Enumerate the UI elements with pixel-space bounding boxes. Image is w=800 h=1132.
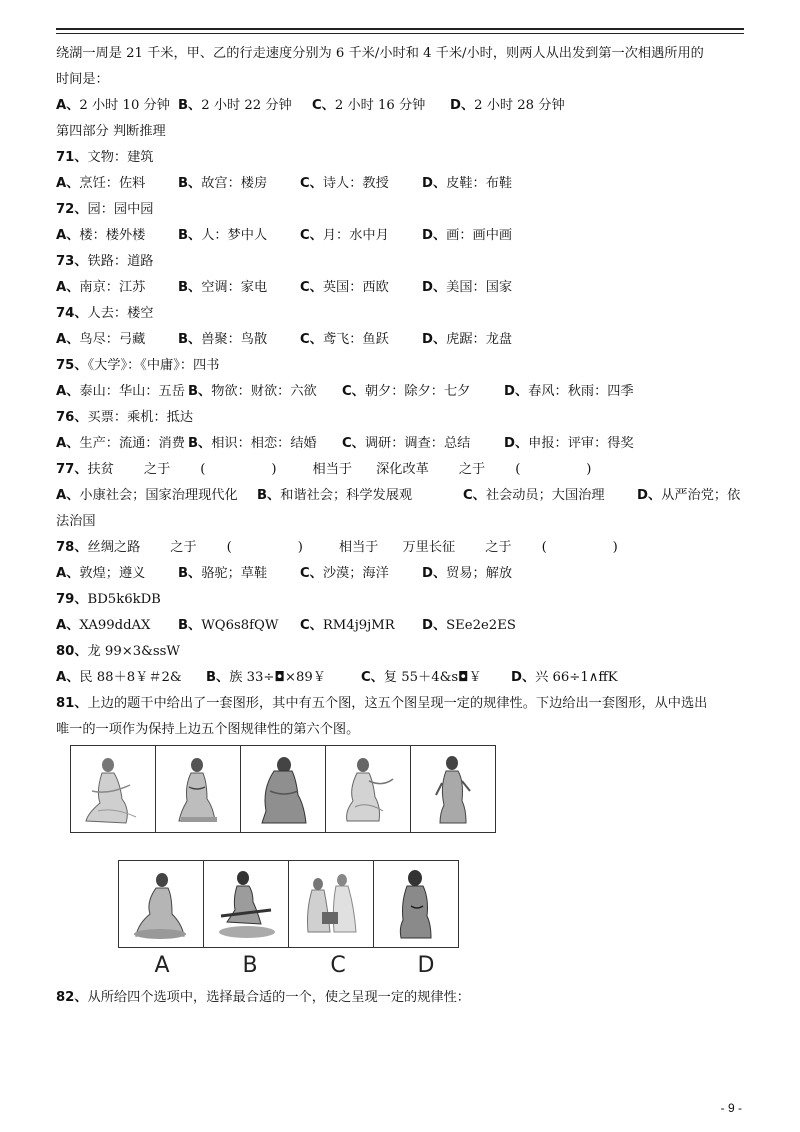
option-letter: C、	[300, 228, 323, 243]
option-text: 春风：秋雨：四季	[528, 384, 634, 399]
option-letter: B、	[178, 566, 202, 581]
question-76	[56, 405, 746, 457]
stem-text: 相当于	[312, 462, 353, 477]
option-text: 诗人：教授	[322, 176, 389, 191]
text-line	[56, 249, 746, 275]
stem-text: 相当于	[338, 540, 379, 555]
option-letter: A、	[56, 488, 80, 503]
option-letter: C、	[300, 618, 323, 633]
option-text: 敦煌；遵义	[79, 566, 146, 581]
figure-option-a[interactable]	[119, 861, 204, 947]
question-number: 、	[74, 990, 88, 1005]
figure-letter-d: D	[417, 953, 435, 978]
option-text: 骆驼；草鞋	[201, 566, 268, 581]
intro-line-2: 时间是：	[56, 72, 109, 87]
option-text: 2 小时 10 分钟	[79, 98, 170, 113]
text-line	[56, 457, 746, 483]
text-line	[56, 431, 746, 457]
option-letter: B、	[178, 98, 202, 113]
question-number: 、	[74, 202, 88, 217]
question-75	[56, 353, 746, 405]
question-number: 、	[74, 410, 88, 425]
answer-option	[450, 93, 565, 119]
text-line	[56, 483, 746, 509]
figure-options-row	[118, 860, 459, 948]
answer-option	[504, 379, 634, 405]
option-letter: D、	[504, 384, 529, 399]
answer-option	[300, 275, 422, 301]
stem-text: 丝绸之路	[87, 540, 141, 555]
option-text: 申报：评审：得奖	[528, 436, 634, 451]
stem-text: 之于	[170, 540, 197, 555]
option-text: 美国：国家	[446, 280, 513, 295]
option-letter: C、	[463, 488, 486, 503]
text-line	[56, 561, 746, 587]
stem-text: 买票：乘机：抵达	[87, 410, 194, 425]
text-line	[56, 639, 746, 665]
option-text: 调研：调查：总结	[364, 436, 471, 451]
option-text: 贸易；解放	[446, 566, 513, 581]
figure-stem-1	[71, 746, 156, 832]
figure-person-icon	[78, 751, 148, 827]
question-number: 77	[56, 462, 75, 477]
answer-option	[56, 327, 178, 353]
option-text: XA99ddAX	[79, 618, 151, 633]
stem-text: 之于	[143, 462, 171, 477]
question-number: 81	[56, 696, 75, 711]
option-letter: D、	[422, 228, 447, 243]
option-letter: A、	[56, 670, 80, 685]
section-title: 第四部分 判断推理	[56, 124, 166, 139]
text-line	[56, 145, 746, 171]
answer-option	[178, 613, 300, 639]
answer-option	[178, 275, 300, 301]
option-letter: A、	[56, 228, 80, 243]
option-letter: D、	[422, 280, 447, 295]
option-text: 兽聚：鸟散	[201, 332, 268, 347]
option-letter: C、	[342, 384, 365, 399]
option-text: 2 小时 16 分钟	[334, 98, 426, 113]
option-text: 南京：江苏	[79, 280, 146, 295]
answer-option	[463, 483, 637, 509]
answer-option	[56, 275, 178, 301]
stem-text: 《大学》：《中庸》：四书	[87, 358, 220, 373]
option-letter: B、	[257, 488, 281, 503]
answer-option	[300, 561, 422, 587]
question-number: 79	[56, 592, 75, 607]
page-content	[56, 41, 746, 743]
question-number: 74	[56, 306, 75, 321]
answer-option	[56, 379, 188, 405]
stem-text: ( )	[200, 462, 277, 477]
question-79	[56, 587, 746, 639]
answer-option	[56, 665, 206, 691]
answer-option	[178, 171, 300, 197]
stem-text: ( )	[226, 540, 303, 555]
option-letter: B、	[178, 618, 202, 633]
option-text: 2 小时 28 分钟	[474, 98, 565, 113]
option-text: 鸟尽：弓藏	[79, 332, 146, 347]
question-number: 76	[56, 410, 75, 425]
answer-option	[342, 431, 504, 457]
figure-option-d[interactable]	[374, 861, 458, 947]
text-line	[56, 275, 746, 301]
figure-stem-row	[70, 745, 496, 833]
option-text: 鸢飞：鱼跃	[322, 332, 389, 347]
intro-options	[56, 93, 746, 119]
answer-option	[361, 665, 511, 691]
answer-option	[56, 431, 188, 457]
stem-text: BD5k6kDB	[87, 592, 161, 607]
figure-option-letters	[118, 953, 470, 978]
figure-person-icon	[248, 751, 318, 827]
stem-text: 之于	[485, 540, 512, 555]
option-letter: A、	[56, 384, 80, 399]
option-letter: B、	[188, 436, 212, 451]
option-text: 生产：流通：消费	[79, 436, 185, 451]
stem-text: 扶贫	[87, 462, 114, 477]
stem-text: 文物：建筑	[87, 150, 154, 165]
figure-person-icon	[418, 751, 488, 827]
option-text: SEe2e2ES	[446, 618, 516, 633]
option-text: 泰山：华山：五岳	[79, 384, 185, 399]
figure-stem-5	[411, 746, 495, 832]
option-text: 社会动员；大国治理	[485, 488, 605, 503]
question-number: 、	[74, 358, 88, 373]
answer-option	[422, 613, 516, 639]
answer-option	[56, 561, 178, 587]
question-number: 72	[56, 202, 75, 217]
figure-stem-3	[241, 746, 326, 832]
question-77	[56, 457, 746, 535]
option-letter: D、	[511, 670, 536, 685]
text-line	[56, 197, 746, 223]
question-80	[56, 639, 746, 691]
answer-option	[511, 665, 618, 691]
option-letter: A、	[56, 436, 80, 451]
figure-person-icon	[126, 866, 196, 942]
answer-option	[56, 93, 178, 119]
answer-option	[257, 483, 463, 509]
figure-letter-c: C	[330, 953, 346, 978]
answer-option	[188, 379, 342, 405]
text-line: 法治国	[56, 514, 96, 529]
question-74	[56, 301, 746, 353]
stem-text: 人去：楼空	[87, 306, 154, 321]
header-rule-thin	[56, 33, 744, 34]
answer-option	[422, 327, 512, 353]
question-number: 、	[74, 306, 88, 321]
option-text: 物欲：财欲：六欲	[211, 384, 317, 399]
answer-option	[300, 327, 422, 353]
answer-option	[178, 223, 300, 249]
question-78	[56, 535, 746, 587]
option-text: 虎踞：龙盘	[446, 332, 513, 347]
answer-option	[178, 327, 300, 353]
figure-stem-4	[326, 746, 411, 832]
option-text: 从严治党；依	[661, 488, 741, 503]
stem-text: 上边的题干中给出了一套图形，其中有五个图，这五个图呈现一定的规律性。下边给出一套图形，从中选出	[87, 696, 708, 711]
answer-option	[56, 483, 257, 509]
answer-option	[422, 561, 512, 587]
option-letter: D、	[422, 618, 447, 633]
figure-option-c[interactable]	[289, 861, 374, 947]
question-number: 75	[56, 358, 75, 373]
option-text: 英国：西欧	[322, 280, 389, 295]
answer-option	[300, 613, 422, 639]
question-82: 82、从所给四个选项中，选择最合适的一个，使之呈现一定的规律性：	[56, 990, 470, 1005]
question-number: 、	[74, 462, 88, 477]
option-text: 相识：相恋：结婚	[211, 436, 317, 451]
option-letter: B、	[178, 280, 202, 295]
answer-option	[422, 223, 512, 249]
stem-text: 龙 99×3&ssW	[87, 644, 180, 659]
figure-group-icon	[296, 866, 366, 942]
answer-option	[300, 171, 422, 197]
answer-option	[178, 561, 300, 587]
option-letter: B、	[178, 332, 202, 347]
text-line	[56, 587, 746, 613]
answer-option	[56, 171, 178, 197]
answer-option	[206, 665, 361, 691]
question-72	[56, 197, 746, 249]
page-number: - 9 -	[720, 1101, 742, 1115]
question-number: 、	[74, 150, 88, 165]
option-letter: D、	[637, 488, 662, 503]
stem-text: 深化改革	[376, 462, 429, 477]
figure-option-b[interactable]	[204, 861, 289, 947]
figure-stem-2	[156, 746, 241, 832]
option-text: 人：梦中人	[201, 228, 268, 243]
stem-text: 之于	[458, 462, 486, 477]
question-71	[56, 145, 746, 197]
stem-text: 园：园中园	[87, 202, 154, 217]
option-letter: A、	[56, 98, 80, 113]
option-letter: D、	[450, 98, 475, 113]
stem-text: ( )	[515, 462, 592, 477]
text-line	[56, 223, 746, 249]
option-letter: A、	[56, 618, 80, 633]
option-letter: C、	[300, 332, 323, 347]
option-text: 楼：楼外楼	[79, 228, 146, 243]
answer-option	[178, 93, 312, 119]
text-line	[56, 535, 746, 561]
option-letter: A、	[56, 280, 80, 295]
answer-option	[422, 275, 512, 301]
question-number: 73	[56, 254, 75, 269]
option-text: RM4j9jMR	[322, 618, 395, 633]
option-letter: D、	[422, 332, 447, 347]
text-line: 唯一的一项作为保持上边五个图规律性的第六个图。	[56, 722, 360, 737]
figure-person-icon	[333, 751, 403, 827]
text-line	[56, 665, 746, 691]
option-text: 画：画中画	[446, 228, 513, 243]
option-letter: C、	[300, 566, 323, 581]
option-text: 空调：家电	[201, 280, 268, 295]
answer-option	[312, 93, 450, 119]
text-line	[56, 379, 746, 405]
option-letter: D、	[422, 176, 447, 191]
stem-text: ( )	[541, 540, 618, 555]
option-letter: A、	[56, 566, 80, 581]
stem-text: 铁路：道路	[87, 254, 154, 269]
answer-option	[637, 483, 740, 509]
text-line	[56, 327, 746, 353]
option-letter: A、	[56, 332, 80, 347]
answer-option	[56, 613, 178, 639]
option-text: 兴 66÷1∧ffK	[535, 670, 618, 685]
text-line	[56, 171, 746, 197]
option-text: 烹饪：佐料	[79, 176, 146, 191]
text-line	[56, 301, 746, 327]
stem-text: 万里长征	[402, 540, 456, 555]
answer-option	[300, 223, 422, 249]
option-text: 月：水中月	[322, 228, 389, 243]
option-text: 和谐社会；科学发展观	[280, 488, 413, 503]
option-letter: C、	[300, 176, 323, 191]
option-text: 族 33÷◘×89￥	[229, 670, 326, 685]
question-number: 80	[56, 644, 75, 659]
question-number: 71	[56, 150, 75, 165]
figure-person-icon	[163, 751, 233, 827]
figure-letter-b: B	[242, 953, 258, 978]
answer-option	[422, 171, 512, 197]
option-letter: C、	[312, 98, 335, 113]
question-number: 、	[74, 644, 88, 659]
figure-letter-a: A	[154, 953, 170, 978]
option-letter: D、	[422, 566, 447, 581]
option-letter: B、	[178, 176, 202, 191]
option-text: 2 小时 22 分钟	[201, 98, 292, 113]
answer-option	[56, 223, 178, 249]
question-number: 、	[74, 592, 88, 607]
question-list	[56, 145, 746, 457]
option-text: 沙漠；海洋	[322, 566, 389, 581]
question-number: 、	[74, 696, 88, 711]
text-line	[56, 613, 746, 639]
figure-person-icon	[211, 866, 281, 942]
option-letter: B、	[206, 670, 230, 685]
answer-option	[504, 431, 634, 457]
question-number: 、	[74, 540, 88, 555]
option-letter: D、	[504, 436, 529, 451]
option-text: 皮鞋：布鞋	[446, 176, 513, 191]
answer-option	[188, 431, 342, 457]
text-line	[56, 691, 746, 717]
option-text: 朝夕：除夕：七夕	[364, 384, 471, 399]
option-text: 小康社会；国家治理现代化	[79, 488, 238, 503]
option-letter: B、	[188, 384, 212, 399]
question-number: 82	[56, 990, 75, 1005]
question-73	[56, 249, 746, 301]
option-letter: A、	[56, 176, 80, 191]
option-letter: C、	[361, 670, 384, 685]
option-letter: C、	[342, 436, 365, 451]
answer-option	[342, 379, 504, 405]
header-rule-thick	[56, 28, 744, 30]
option-letter: B、	[178, 228, 202, 243]
question-number: 、	[74, 254, 88, 269]
option-text: 故宫：楼房	[201, 176, 268, 191]
intro-line-1: 绕湖一周是 21 千米，甲、乙的行走速度分别为 6 千米/小时和 4 千米/小时，则两人从出发到第一次相遇所用的	[56, 46, 704, 61]
option-text: WQ6s8fQW	[201, 618, 279, 633]
question-number: 78	[56, 540, 75, 555]
question-81	[56, 691, 746, 743]
option-text: 民 88＋8￥＃2&	[79, 670, 182, 685]
figure-person-icon	[381, 866, 451, 942]
text-line	[56, 405, 746, 431]
text-line	[56, 353, 746, 379]
option-text: 复 55＋4&s◘￥	[383, 670, 482, 685]
option-letter: C、	[300, 280, 323, 295]
